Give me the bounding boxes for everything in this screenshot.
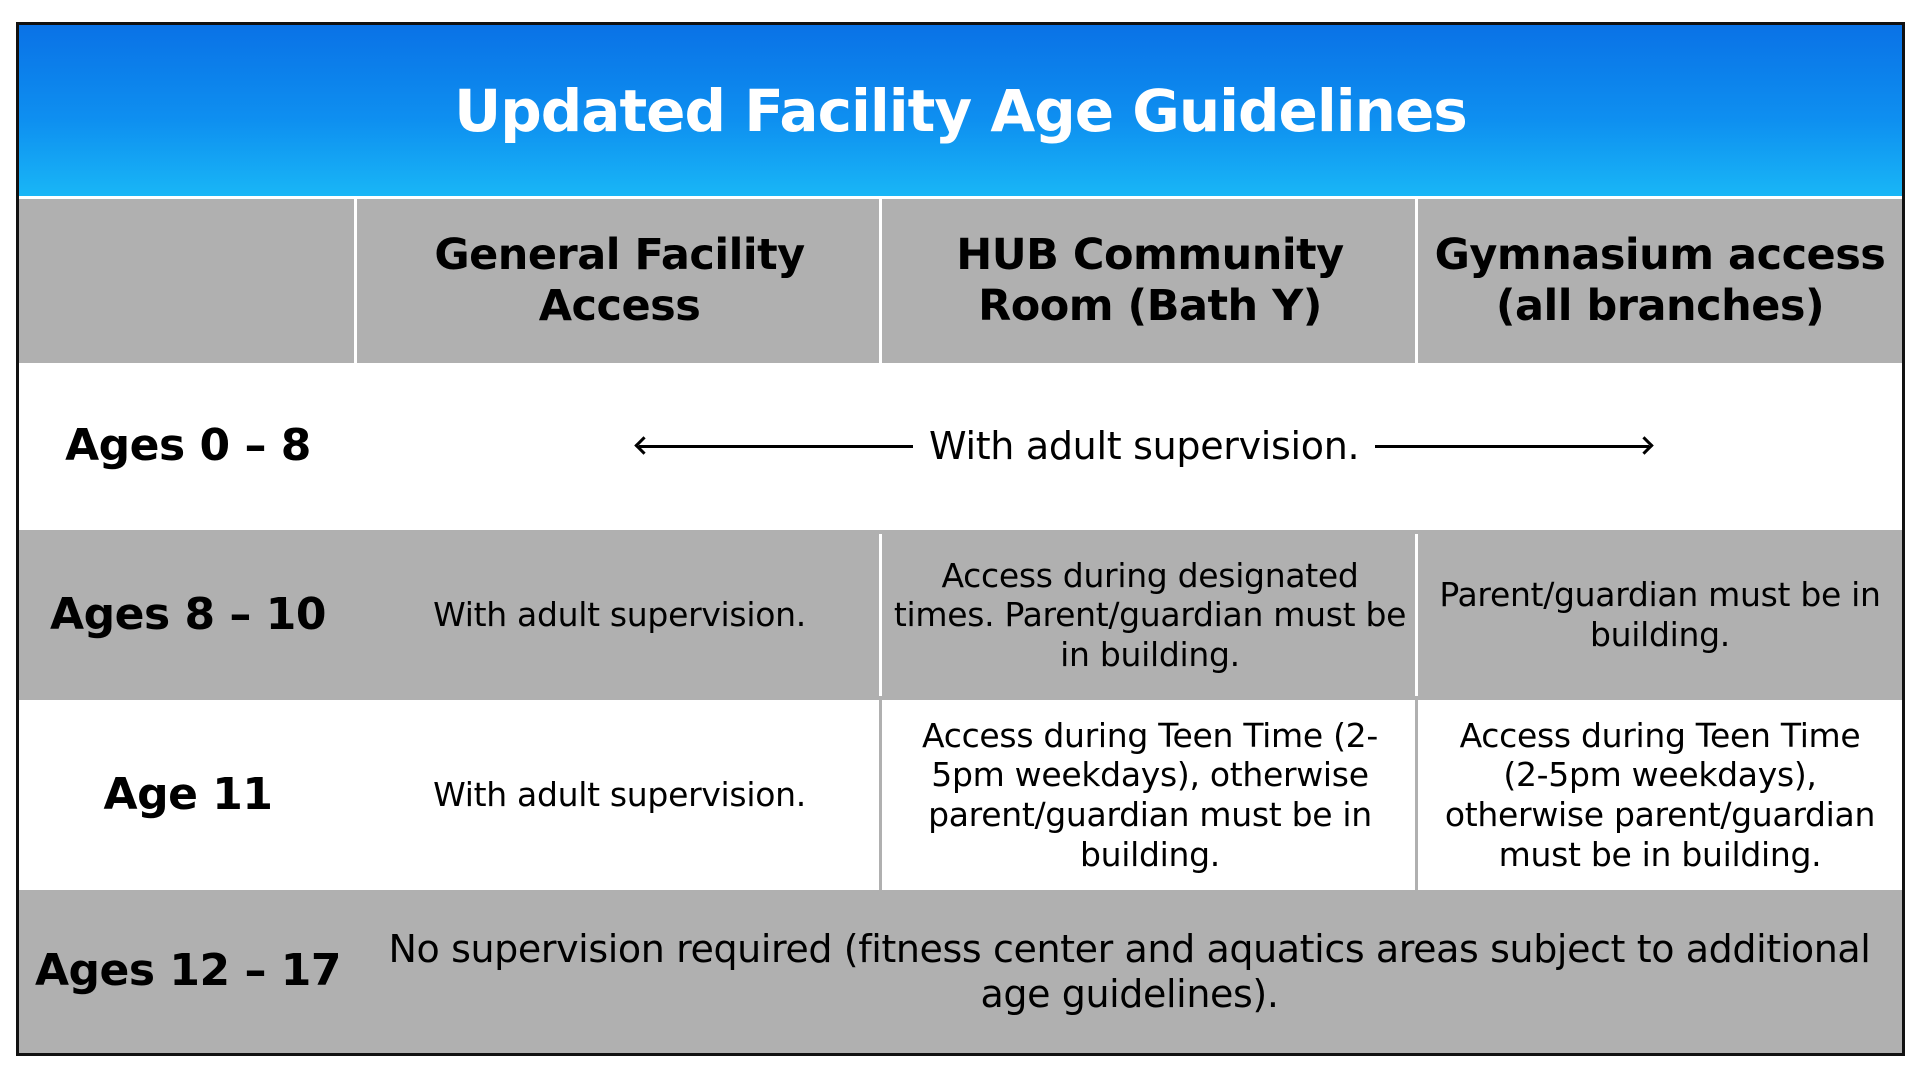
spanning-cell: No supervision required (fitness center and aquatics areas subject to additional age guidelines). [388,926,1871,1016]
table-cell: Access during designated times. Parent/guardian must be in building. [893,555,1407,674]
table-cell: Parent/guardian must be in building. [1439,575,1881,654]
table-row [19,890,1902,1053]
column-header-general-facility: General Facility Access [434,230,805,331]
header-corner [19,199,357,363]
table-row [19,530,1902,700]
spanning-text: With adult supervision. [929,423,1360,468]
table-cell: With adult supervision. [433,595,806,635]
spanning-cell [639,363,1651,530]
row-label: Ages 12 – 17 [35,945,341,997]
table-row [19,700,1902,890]
table-cell: Access during Teen Time (2-5pm weekdays), otherwise parent/guardian must be in building. [922,715,1378,874]
title-banner [19,25,1902,196]
row-label: Age 11 [103,768,273,820]
row-label: Ages 8 – 10 [50,588,326,640]
left-arrow-icon [639,445,913,448]
right-arrow-icon [1375,445,1649,448]
table-cell: With adult supervision. [433,775,806,815]
header-row [19,199,1902,363]
column-header-hub-community-room: HUB Community Room (Bath Y) [956,230,1344,331]
table-row [19,363,1902,530]
page-title: Updated Facility Age Guidelines [454,76,1467,145]
column-header-gymnasium: Gymnasium access (all branches) [1434,230,1886,331]
guidelines-table [16,22,1905,1056]
row-label: Ages 0 – 8 [65,420,311,472]
table-cell: Access during Teen Time (2-5pm weekdays), otherwise parent/guardian must be in building. [1444,715,1876,874]
